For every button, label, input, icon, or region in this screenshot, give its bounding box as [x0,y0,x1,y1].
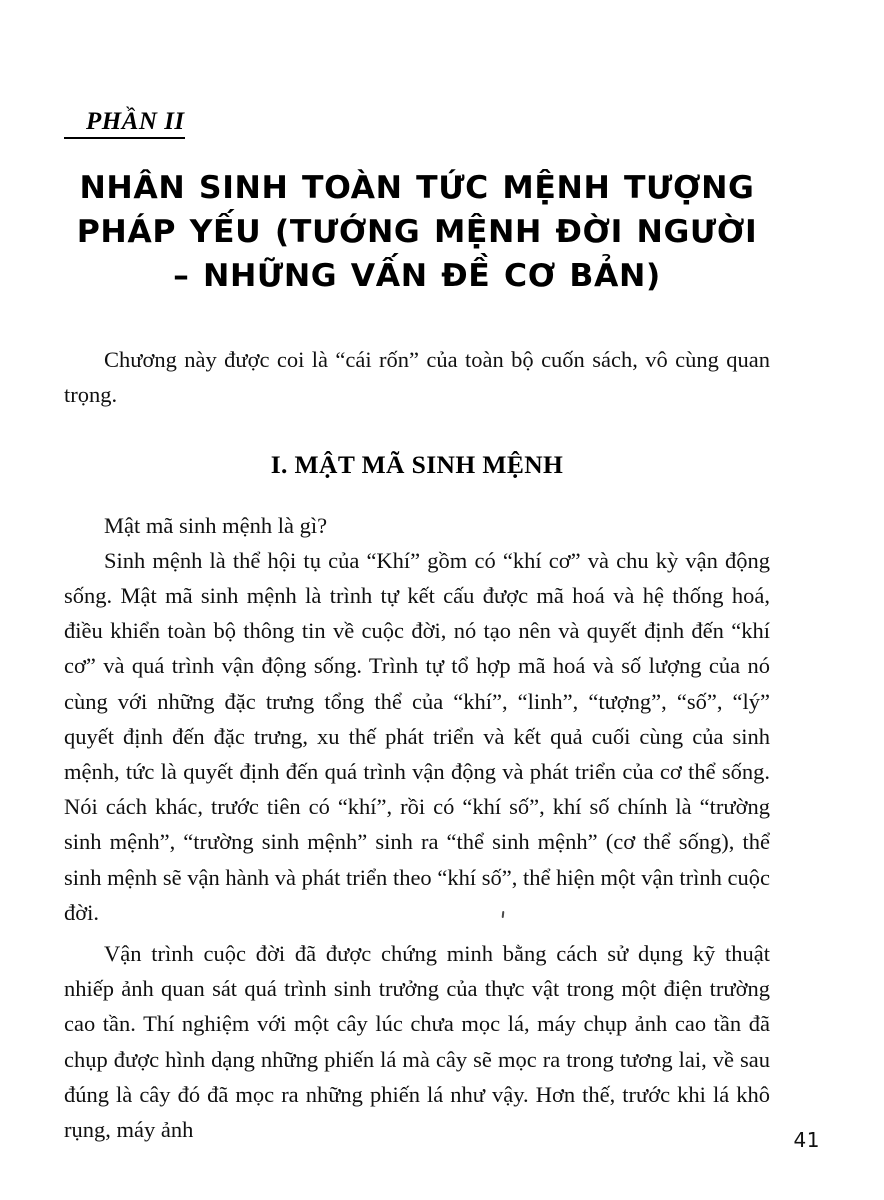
body-text-block [64,508,770,1148]
page-title-line-3: – NHỮNG VẤN ĐỀ CƠ BẢN) [173,257,661,294]
section-heading: I. MẬT MÃ SINH MỆNH [270,449,564,479]
intro-paragraph-block [64,342,770,412]
part-label: PHẦN II [64,108,185,139]
body-paragraph-2: Sinh mệnh là thể hội tụ của “Khí” gồm có “khí cơ” và chu kỳ vận động sống. Mật mã sinh mệnh là trình tự kết cấu được mã hoá và hệ thống hoá, điều khiển toàn bộ thông tin về cuộc đời, nó tạo nên và quyết định đến “khí cơ” và quá trình vận động sống. Trình tự tổ hợp mã hoá và số lượng của nó cùng với những đặc trưng tổng thể của “khí”, “linh”, “tượng”, “số”, “lý” quyết định đến đặc trưng, xu thế phát triển và kết quả cuối cùng của sinh mệnh, tức là quyết định đến quá trình vận động và phát triển của cơ thể sống. Nói cách khác, trước tiên có “khí”, rồi có “khí số”, khí số chính là “trường sinh mệnh”, “trường sinh mệnh” sinh ra “thể sinh mệnh” (cơ thể sống), thể sinh mệnh sẽ vận hành và phát triển theo “khí số”, thể hiện một vận trình cuộc đời. [64,547,770,925]
page-number: 41 [793,1128,820,1152]
page-title-line-2: PHÁP YẾU (TƯỚNG MỆNH ĐỜI NGƯỜI [76,213,758,250]
body-paragraph-3: Vận trình cuộc đời đã được chứng minh bằng cách sử dụng kỹ thuật nhiếp ảnh quan sát quá trình sinh trưởng của thực vật trong một điện trường cao tần. Thí nghiệm với một cây lúc chưa mọc lá, máy chụp ảnh cao tần đã chụp được hình dạng những phiến lá mà cây sẽ mọc ra trong tương lai, về sau đúng là cây đó đã mọc ra những phiến lá như vậy. Hơn thế, trước khi lá khô rụng, máy ảnh [64,940,770,1142]
body-paragraph-1: Mật mã sinh mệnh là gì? [104,512,328,538]
page-title [64,166,770,298]
page-title-line-1: NHÂN SINH TOÀN TỨC MỆNH TƯỢNG [79,169,755,206]
page-content-column [64,0,770,1147]
intro-paragraph: Chương này được coi là “cái rốn” của toàn bộ cuốn sách, vô cùng quan trọng. [64,346,770,407]
